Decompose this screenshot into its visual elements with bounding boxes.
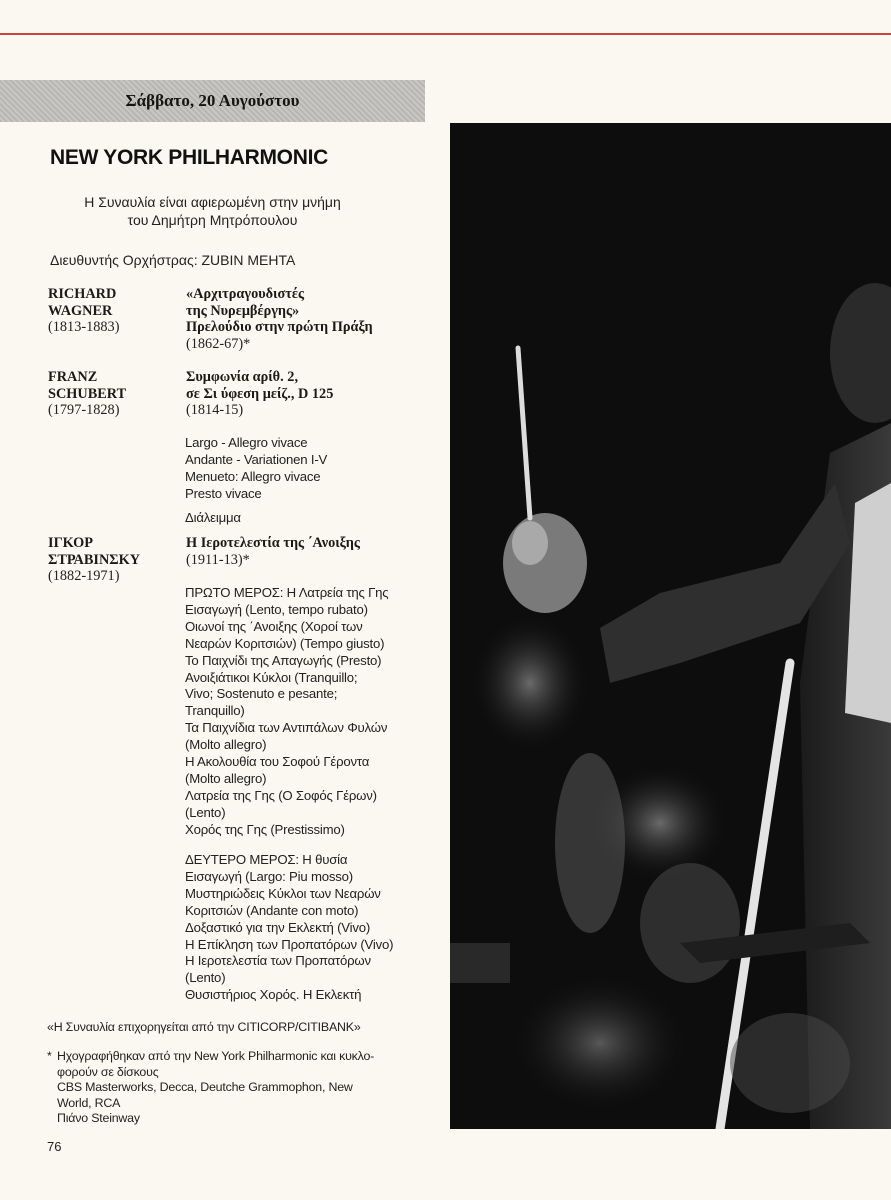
composer-name: SCHUBERT (48, 385, 127, 402)
stravinsky-part-2 (185, 852, 430, 1004)
movement: Οιωνοί της ΄Ανοιξης (Χοροί των (185, 618, 363, 634)
dedication-line: Η Συναυλία είναι αφιερωμένη στην μνήμη (84, 194, 341, 210)
recording-footnote (47, 1049, 427, 1127)
movement: Εισαγωγή (Largo: Piu mosso) (185, 868, 353, 884)
date-banner (0, 80, 425, 122)
schubert-movements (185, 435, 430, 503)
movement: Presto vivace (185, 485, 262, 501)
composer-name: RICHARD (48, 286, 117, 302)
work-schubert (186, 369, 426, 419)
movement: Χορός της Γης (Prestissimo) (185, 821, 345, 837)
movement: ΠΡΩΤΟ ΜΕΡΟΣ: Η Λατρεία της Γης (185, 585, 389, 600)
composer-name: ΙΓΚΟΡ (48, 535, 94, 551)
composer-name: WAGNER (48, 302, 113, 319)
sponsor-note: «Η Συναυλία επιχορηγείται από την CITICORP/CITIBANK» (47, 1020, 361, 1034)
conductor-line (50, 252, 295, 268)
footnote-line: World, RCA (57, 1095, 121, 1110)
work-title: Συμφωνία αρίθ. 2, (186, 369, 299, 385)
concert-date: Σάββατο, 20 Αυγούστου (125, 91, 300, 110)
movement: (Lento) (185, 804, 226, 820)
composer-dates: (1797-1828) (48, 402, 120, 418)
movement: Νεαρών Κοριτσιών) (Tempo giusto) (185, 635, 385, 651)
orchestra-title: NEW YORK PHILHARMONIC (50, 146, 328, 169)
movement: (Molto allegro) (185, 770, 267, 786)
dedication (20, 194, 405, 229)
footnote-asterisk: * (47, 1049, 52, 1063)
composer-name: ΣΤΡΑΒΙΝΣΚΥ (48, 551, 141, 568)
work-dates: (1814-15) (186, 402, 244, 418)
work-title: «Αρχιτραγουδιστές (186, 286, 304, 302)
dedication-line: του Δημήτρη Μητρόπουλου (127, 211, 298, 228)
movement: Η Επίκληση των Προπατόρων (Vivo) (185, 936, 394, 952)
movement: Tranquillo) (185, 703, 245, 719)
conductor-photo (450, 123, 891, 1129)
movement: Τα Παιχνίδια των Αντιπάλων Φυλών (185, 720, 388, 736)
work-dates: (1911-13)* (186, 551, 250, 568)
conductor-name: ZUBIN MEHTA (201, 252, 296, 268)
footnote-line: Ηχογραφήθηκαν από την New York Philharmonic και κυκλο- (57, 1049, 375, 1063)
movement: Vivo; Sostenuto e pesante; (185, 686, 338, 702)
movement: Andante - Variationen I-V (185, 451, 328, 467)
composer-name: FRANZ (48, 369, 98, 385)
work-title: Η Ιεροτελεστία της ΄Ανοιξης (186, 535, 360, 551)
work-title: σε Σι ύφεση μείζ., D 125 (186, 385, 334, 402)
movement: Η Ακολουθία του Σοφού Γέροντα (185, 754, 370, 770)
intermission (185, 510, 430, 527)
movement: Το Παιχνίδι της Απαγωγής (Presto) (185, 652, 382, 668)
movement: (Lento) (185, 970, 226, 986)
movement: Μυστηριώδεις Κύκλοι των Νεαρών (185, 885, 381, 901)
intermission-label: Διάλειμμα (185, 510, 241, 525)
movement: Menueto: Allegro vivace (185, 468, 321, 484)
movement: Θυσιστήριος Χορός. Η Εκλεκτή (185, 987, 362, 1003)
footnote-line: Πιάνο Steinway (57, 1111, 140, 1125)
stravinsky-part-1 (185, 585, 430, 839)
composer-schubert (48, 369, 183, 419)
work-title: Πρελούδιο στην πρώτη Πράξη (186, 319, 373, 335)
movement: Η Ιεροτελεστία των Προπατόρων (185, 953, 371, 969)
footnote-line: φορούν σε δίσκους (57, 1064, 159, 1079)
work-dates: (1862-67)* (186, 335, 251, 352)
movement: (Molto allegro) (185, 737, 267, 753)
work-stravinsky (186, 535, 426, 568)
movement: Εισαγωγή (Lento, tempo rubato) (185, 601, 368, 617)
movement: ΔΕΥΤΕΡΟ ΜΕΡΟΣ: Η θυσία (185, 852, 348, 867)
movement: Δοξαστικό για την Εκλεκτή (Vivo) (185, 919, 371, 935)
conductor-label: Διευθυντής Ορχήστρας: (50, 252, 198, 268)
work-title: της Νυρεμβέργης» (186, 302, 300, 319)
composer-wagner (48, 286, 183, 336)
movement: Largo - Allegro vivace (185, 435, 308, 450)
composer-dates: (1882-1971) (48, 568, 120, 584)
composer-stravinsky (48, 535, 183, 585)
movement: Ανοιξιάτικοι Κύκλοι (Tranquillo; (185, 669, 358, 685)
page-number: 76 (47, 1139, 62, 1154)
movement: Κοριτσιών (Andante con moto) (185, 902, 359, 918)
top-red-rule (0, 33, 891, 35)
work-wagner (186, 286, 426, 352)
movement: Λατρεία της Γης (Ο Σοφός Γέρων) (185, 787, 377, 803)
footnote-line: CBS Masterworks, Decca, Deutche Grammophon, New (57, 1080, 353, 1094)
composer-dates: (1813-1883) (48, 319, 120, 335)
